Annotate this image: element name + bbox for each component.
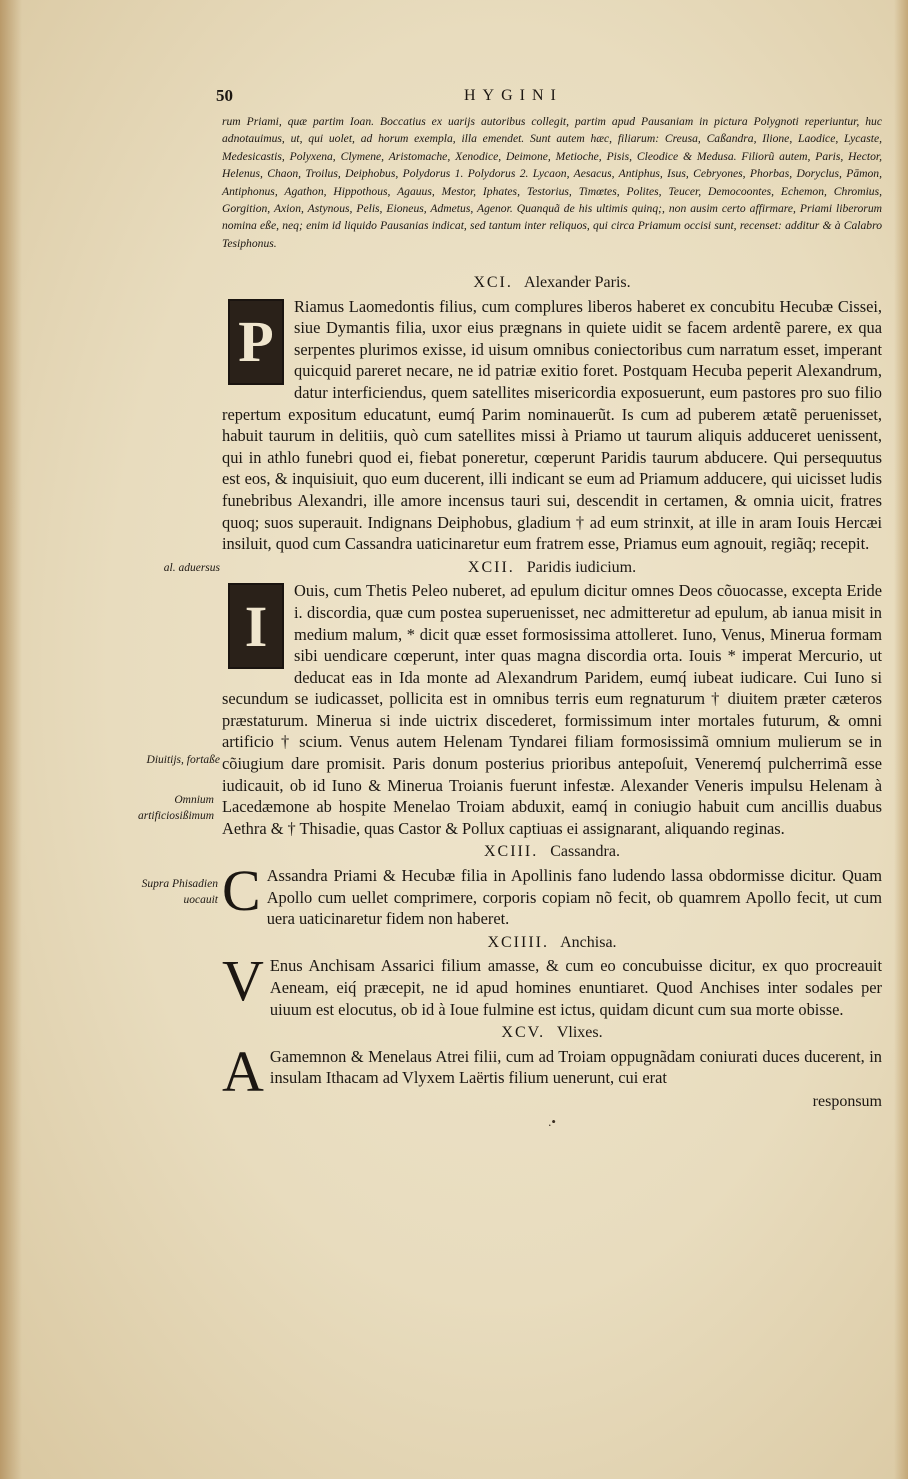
section-title: Anchisa. — [560, 933, 617, 951]
section-paragraph — [222, 580, 882, 839]
section-heading — [222, 932, 882, 954]
margin-note: Diuitijs, fortaße — [146, 754, 220, 766]
section-title: Alexander Paris. — [524, 274, 631, 291]
decorated-initial: P — [228, 299, 284, 385]
section-heading — [222, 272, 882, 294]
page-header — [216, 86, 876, 106]
initial-letter: V — [222, 948, 264, 1014]
printer-mark: .• — [548, 1113, 556, 1129]
section-number: XCV. — [501, 1024, 546, 1042]
section-number: XCIIII. — [487, 933, 549, 951]
section-text: Ouis, cum Thetis Peleo nuberet, ad epulum dicitur omnes Deos cõuocasse, excepta Eride i. discordia, quæ cum postea superuenisset, nec admitteretur ad epulum, ab ianua misit in medium malum, * dicit quæ esset formosissima attolleret. Iuno, Venus, Minerua formam sibi uendicare cœperunt, inter quas magna discordia orta. Iouis * imperat Mercurio, ut deducat eas in Ida monte ad Alexandrum Paridem, eumq́ iubeat iudicare. Cui Iuno si secundum se iudicasset, pollicita est in omnibus terris eum regnaturum † diuitem præter cæteros præstaturum. Minerua si inde uictrix discederet, formissimum inter mortales futurum, & omni artificio † scium. Venus autem Helenam Tyndarei filiam formosissimã omnium mulierum se in cõiugium dare promisit. Paris donum posterius prioribus antepoſuit, Veneremq́ pulcherrimã esse iudicauit, ob id Iuno & Minerua Troianis fuerunt infestæ. Alexander Veneris impulsu Helenam à Lacedæmone ab hospite Menelao Troiam abduxit, eamq́ in coniugio habuit cum ancillis duabus Aethra & † Thisadie, quas Castor & Pollux captiuas ei assignarant, aliquando reginas. — [222, 581, 882, 838]
section-text: Assandra Priami & Hecubæ filia in Apollinis fano ludendo lassa obdormisse dicitur. Quam Apollo cum uellet comprimere, corporis copiam nõ fecit, ob quamrem Apollo fecit, ut cum uera uaticinaretur fidem non haberet. — [266, 866, 882, 929]
decorated-initial: I — [228, 583, 284, 669]
section-paragraph — [222, 296, 882, 555]
section-number: XCIII. — [484, 843, 539, 861]
section-heading — [222, 1022, 882, 1044]
initial-letter: C — [222, 858, 261, 924]
main-text — [222, 270, 882, 1132]
section-paragraph — [222, 948, 882, 1020]
section-paragraph — [222, 858, 882, 930]
margin-note: Supra Phisadien uocauit — [141, 878, 218, 906]
margin-note: al. aduersus — [163, 562, 220, 574]
annotation-note: rum Priami, quæ partim Ioan. Boccatius ex uarijs autoribus collegit, partim apud Pausaniam in pictura Polygnoti reperiuntur, huc adnotauimus, ut, qui uolet, ad horum exempla, illa emendet. Sunt autem hæc, filiarum: Creusa, Caßandra, Ilione, Laodice, Lycaste, Medesicastis, Polyxena, Clymene, Aristomache, Xenodice, Deimone, Metioche, Pisis, Cleodice & Medusa. Filiorũ autem, Paris, Hector, Helenus, Chaon, Troilus, Deiphobus, Polydorus 1. Polydorus 2. Lycaon, Aesacus, Antiphus, Isus, Cebryones, Phorbas, Doryclus, Pāmon, Antiphonus, Agathon, Hippothous, Agauus, Mestor, Iphates, Testorius, Timœtes, Polites, Teucer, Democoontes, Echemon, Chromius, Gorgition, Axion, Astynous, Pelis, Eioneus, Admetus, Agenor. Quanquã de his ultimis quinq;, non ausim certo affirmare, Priami liberorum nomina eße, neq; enim id liquido Pausanias indicat, sed tantum inter reliquos, qui circa Priamum occisi sunt, recenset: additur & à Calabro Tesiphonus. — [222, 115, 882, 250]
section-text: Gamemnon & Menelaus Atrei filii, cum ad Troiam oppugnãdam coniurati duces ducerent, in insulam Ithacam ad Vlyxem Laërtis filium uenerunt, cui erat — [269, 1046, 882, 1088]
section-heading — [222, 841, 882, 863]
running-title: HYGINI — [464, 87, 563, 104]
section-number: XCI. — [473, 274, 513, 291]
initial-letter: A — [222, 1038, 264, 1104]
catchword: responsum — [812, 1092, 882, 1110]
section-heading — [222, 557, 882, 579]
section-title: Paridis iudicium. — [526, 558, 637, 576]
section-text: Riamus Laomedontis filius, cum complures liberos haberet ex concubitu Hecubæ Cissei, siue Dymantis filia, uxor eius prægnans in quiete uidit se facem ardentẽ parere, ex qua serpentes plurimos exisse, id uisum omnibus coniectoribus cum narratum esset, imperant quicquid pareret necare, ne id patriæ exitio foret. Postquam Hecuba peperit Alexandrum, datur interficiendus, quem satellites misericordia exposuerunt, eum pastores pro suo filio repertum expositum educatunt, eumq́ Parim nominauerũt. Is cum ad puberem ætatẽ peruenisset, habuit taurum in delitiis, quò cum satellites missi à Priamo ut taurum aliquis adduceret uenissent, qui in athlo funebri quod ei, fiebat poneretur, cœperunt Paridis taurum abducere. Qui persequutus est eos, & inquisiuit, quo eum ducerent, illi indicant se eum ad Priamum adducere, qui uicisset ludis funebribus Alexandri, ille amore incensus tauri sui, descendit in certamen, & omnia uicit, fratres quoq; suos superauit. Indignans Deiphobus, gladium † ad eum strinxit, at ille in aram Iouis Hercæi insiluit, quod cum Cassandra uaticinaretur eum fratrem esse, Priamus eum agnouit, regiãq; recepit. — [222, 296, 882, 554]
folio-number: 50 — [216, 86, 233, 105]
section-title: Cassandra. — [550, 843, 620, 861]
section-title: Vlixes. — [556, 1024, 603, 1042]
section-text: Enus Anchisam Assarici filium amasse, & cum eo concubuisse dicitur, ex quo procreauit Aeneam, eiq́ præcepit, ne id apud homines enuntiaret. Quod Anchises inter sodales per uiuum est elocutus, ob id à Ioue fulmine est ictus, quidam dicunt cum sua morte obisse. — [269, 956, 882, 1019]
margin-note: Omnium artificiosißimum — [137, 794, 214, 822]
section-number: XCII. — [467, 558, 515, 576]
